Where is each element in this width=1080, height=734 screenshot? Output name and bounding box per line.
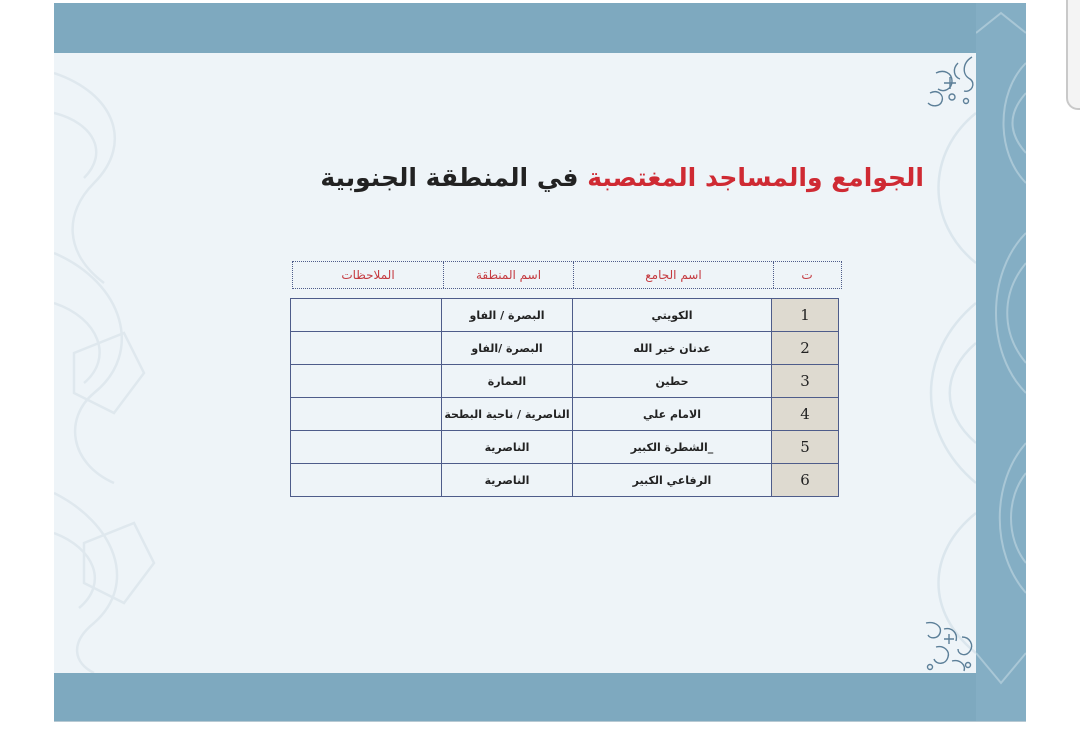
index-cell: 6 xyxy=(772,464,839,497)
scroll-handle[interactable] xyxy=(1066,0,1080,110)
index-cell: 5 xyxy=(772,431,839,464)
region-cell: الناصرية / ناحية البطحة xyxy=(442,398,573,431)
region-cell: البصرة / الفاو xyxy=(442,299,573,332)
corner-ornament-icon xyxy=(922,53,976,109)
header-region: اسم المنطقة xyxy=(443,262,573,288)
index-cell: 3 xyxy=(772,365,839,398)
table-row xyxy=(291,365,839,398)
mosque-cell: الرفاعي الكبير xyxy=(573,464,772,497)
right-decorative-band xyxy=(976,3,1026,721)
notes-cell xyxy=(291,464,442,497)
header-index: ت xyxy=(773,262,840,288)
ornament-pattern-icon xyxy=(896,53,976,673)
notes-cell xyxy=(291,365,442,398)
region-cell: العمارة xyxy=(442,365,573,398)
table-header xyxy=(292,261,842,289)
ornament-pattern-icon xyxy=(54,53,174,673)
notes-cell xyxy=(291,398,442,431)
mosque-cell: الامام علي xyxy=(573,398,772,431)
index-cell: 4 xyxy=(772,398,839,431)
mosque-cell: حطين xyxy=(573,365,772,398)
table-row xyxy=(291,398,839,431)
notes-cell xyxy=(291,431,442,464)
region-cell: الناصرية xyxy=(442,431,573,464)
table-row xyxy=(291,332,839,365)
mosque-cell: الكويتي xyxy=(573,299,772,332)
title-part-1: الجوامع والمساجد xyxy=(704,163,924,192)
table-row xyxy=(291,464,839,497)
table-row xyxy=(291,431,839,464)
index-cell: 2 xyxy=(772,332,839,365)
mosques-table xyxy=(290,298,839,497)
notes-cell xyxy=(291,332,442,365)
region-cell: الناصرية xyxy=(442,464,573,497)
mosque-cell: الشطرة الكبير_ xyxy=(573,431,772,464)
header-mosque: اسم الجامع xyxy=(573,262,773,288)
title-part-4: المنطقة الجنوبية xyxy=(320,163,529,192)
region-cell: البصرة /الفاو xyxy=(442,332,573,365)
slide-content-area xyxy=(54,53,976,673)
viewer-right-margin xyxy=(1026,0,1080,734)
title-part-3: في xyxy=(536,163,579,192)
corner-ornament-icon xyxy=(922,617,976,673)
index-cell: 1 xyxy=(772,299,839,332)
header-notes: الملاحظات xyxy=(341,268,395,282)
mosque-cell: عدنان خير الله xyxy=(573,332,772,365)
ornament-pattern-icon xyxy=(976,3,1026,721)
page-title xyxy=(54,163,924,192)
document-slide xyxy=(54,3,1026,721)
slide-bottom-edge xyxy=(54,721,1026,722)
title-part-2: المغتصبة xyxy=(587,163,697,192)
notes-cell xyxy=(291,299,442,332)
table-row xyxy=(291,299,839,332)
